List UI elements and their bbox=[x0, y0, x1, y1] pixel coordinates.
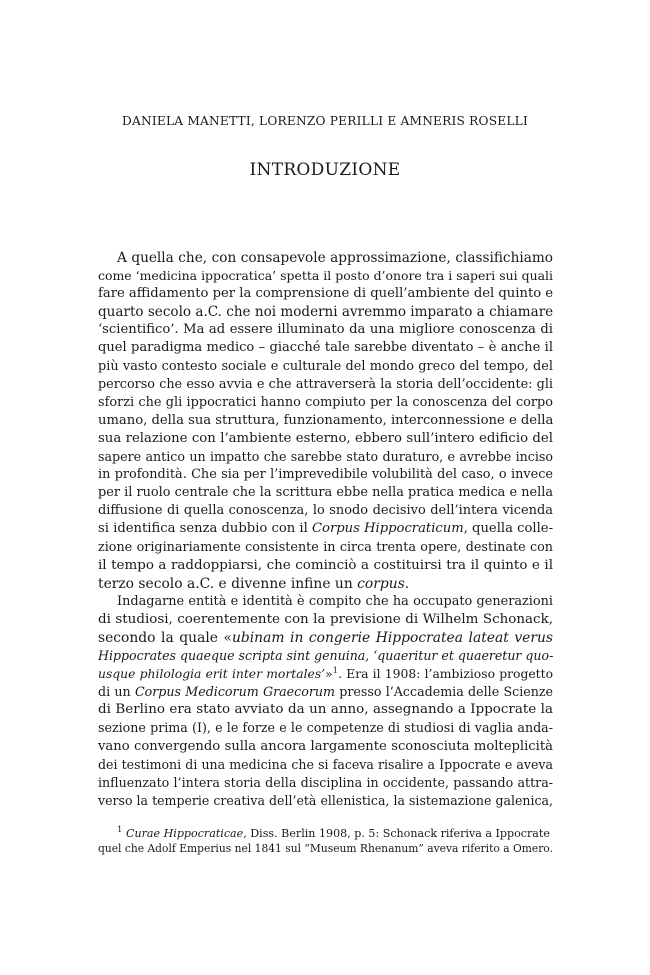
text-line: dei testimoni di una medicina che si faceva risalire a Ippocrate e aveva bbox=[98, 756, 553, 772]
footnote-mark: 1 bbox=[117, 825, 123, 835]
latin-quote: Hippocrates quaeque scripta sint genuina, ‘quaeritur et quaeretur quo- bbox=[98, 648, 554, 664]
paragraph-2 bbox=[98, 593, 553, 810]
footnote-reference[interactable]: 1 bbox=[332, 666, 339, 677]
text-line bbox=[98, 647, 553, 665]
text-run: . bbox=[404, 575, 410, 592]
text-line: quel paradigma medico – giacché tale sarebbe diventato – è anche il bbox=[98, 340, 553, 356]
text-line: sezione prima (I), e le forze e le competenze di studiosi di vaglia anda- bbox=[98, 720, 553, 736]
text-line bbox=[98, 575, 553, 593]
text-run: » bbox=[325, 667, 333, 682]
text-line: in profondità. Che sia per l’imprevedibile volubilità del caso, o invece bbox=[98, 467, 553, 483]
text-line: percorso che esso avvia e che attraverserà la storia dell’occidente: gli bbox=[98, 376, 553, 392]
italic-title: Curae Hippocraticae bbox=[125, 827, 244, 840]
text-run: , quella colle- bbox=[463, 521, 554, 537]
text-line: come ‘medicina ippocratica’ spetta il posto d’onore tra i saperi sui quali bbox=[98, 268, 553, 284]
text-run: presso l’Accademia delle Scienze bbox=[335, 684, 553, 700]
text-line: ‘scientifico’. Ma ad essere illuminato da una migliore conoscenza di bbox=[98, 322, 553, 338]
italic-title: Corpus Hippocraticum bbox=[312, 521, 464, 537]
text-line: di studiosi, coerentemente con la previsione di Wilhelm Schonack, bbox=[98, 611, 553, 627]
text-line: quarto secolo a.C. che noi moderni avremmo imparato a chiamare bbox=[98, 304, 554, 321]
text-line bbox=[98, 665, 553, 683]
text-line: sua relazione con l’ambiente esterno, ebbero sull’intero edificio del bbox=[98, 430, 553, 446]
text-line: fare affidamento per la comprensione di quell’ambiente del quinto e bbox=[98, 286, 554, 302]
text-run: di un bbox=[98, 684, 135, 700]
text-line: zione originariamente consistente in circa trenta opere, destinate con bbox=[98, 539, 553, 555]
latin-quote: ubinam in congerie Hippocratea lateat verus bbox=[231, 629, 553, 646]
text-line bbox=[98, 683, 553, 701]
text-line: di Berlino era stato avviato da un anno, assegnando a Ippocrate la bbox=[98, 702, 553, 718]
text-run: terzo secolo a.C. e divenne infine un bbox=[98, 575, 358, 592]
latin-quote: usque philologia erit inter mortales’ bbox=[98, 667, 326, 682]
text-line bbox=[98, 520, 553, 538]
text-line bbox=[98, 629, 553, 647]
text-line: vano convergendo sulla ancora largamente sconosciuta molteplicità bbox=[98, 738, 553, 754]
text-run: . Era il 1908: l’ambizioso progetto bbox=[338, 667, 554, 682]
chapter-authors: DANIELA MANETTI, LORENZO PERILLI E AMNERIS ROSELLI bbox=[122, 114, 528, 128]
text-run: , Diss. Berlin 1908, p. 5: Schonack riferiva a Ippocrate bbox=[243, 827, 550, 840]
main-text bbox=[98, 249, 553, 810]
chapter-title: INTRODUZIONE bbox=[249, 160, 401, 180]
footnote-line bbox=[98, 827, 553, 842]
text-line: sforzi che gli ippocratici hanno compiuto per la conoscenza del corpo bbox=[98, 394, 553, 410]
text-line: umano, della sua struttura, funzionamento, interconnessione e della bbox=[98, 412, 554, 428]
paragraph-1 bbox=[98, 249, 553, 593]
text-line: sapere antico un impatto che sarebbe stato duraturo, e avrebbe inciso bbox=[98, 449, 553, 465]
text-line: diffusione di quella conoscenza, lo snodo decisivo dell’intera vicenda bbox=[98, 503, 553, 519]
text-line: più vasto contesto sociale e culturale del mondo greco del tempo, del bbox=[98, 358, 553, 374]
italic-term: corpus bbox=[357, 575, 405, 592]
text-line: influenzato l’intera storia della disciplina in occidente, passando attra- bbox=[98, 774, 553, 790]
text-run: si identifica senza dubbio con il bbox=[98, 521, 312, 537]
text-line: verso la temperie creativa dell’età ellenistica, la sistemazione galenica, bbox=[98, 792, 553, 808]
footnote bbox=[98, 827, 553, 857]
text-run: secondo la quale « bbox=[98, 629, 232, 646]
footnote-line: quel che Adolf Emperius nel 1841 sul “Museum Rhenanum” aveva riferito a Omero. bbox=[98, 841, 553, 855]
italic-title: Corpus Medicorum Graecorum bbox=[134, 684, 335, 700]
text-line: per il ruolo centrale che la scrittura ebbe nella pratica medica e nella bbox=[98, 485, 553, 501]
text-line: Indagarne entità e identità è compito che ha occupato generazioni bbox=[117, 593, 553, 609]
text-line: A quella che, con consapevole approssimazione, classifichiamo bbox=[117, 250, 553, 266]
text-line: il tempo a raddoppiarsi, che cominciò a costituirsi tra il quinto e il bbox=[98, 557, 553, 573]
